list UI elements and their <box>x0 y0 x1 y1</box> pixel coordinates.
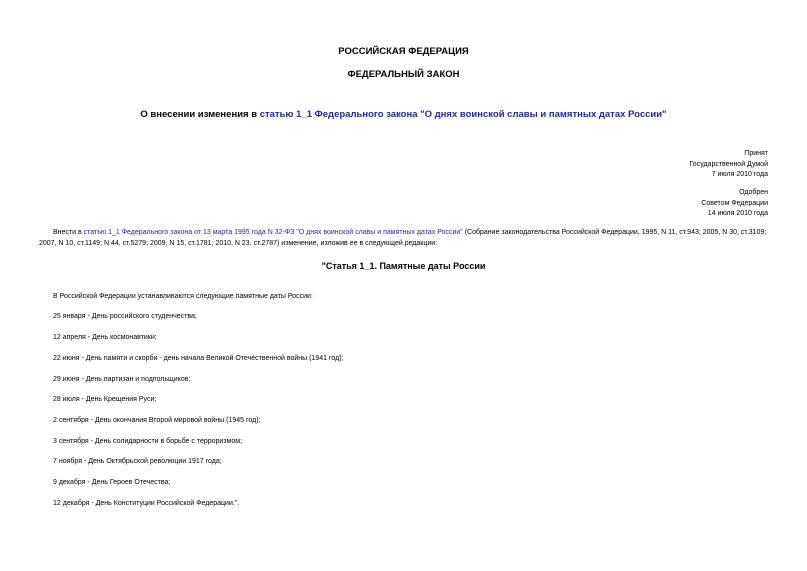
intro-link[interactable]: статью 1_1 Федерального закона от 13 марта 1995 года N 32-ФЗ "О днях воинской славы и памятных датах России" <box>83 229 463 236</box>
article-heading: "Статья 1_1. Памятные даты России <box>321 261 486 271</box>
accepted-by: Государственной Думой <box>689 160 768 168</box>
approved-date: 14 июля 2010 года <box>707 210 768 217</box>
document-type-heading: ФЕДЕРАЛЬНЫЙ ЗАКОН <box>347 69 460 80</box>
accepted-date: 7 июля 2010 года <box>711 171 768 178</box>
approval-block <box>701 188 768 220</box>
law-title <box>0 109 807 120</box>
country-heading: РОССИЙСКАЯ ФЕДЕРАЦИЯ <box>338 46 469 57</box>
list-item: 9 декабря - День Героев Отечества; <box>53 479 171 486</box>
adoption-block <box>689 149 768 181</box>
list-item: 29 июня - День партизан и подпольщиков; <box>53 376 191 383</box>
law-title-prefix: О внесении изменения в <box>140 109 260 120</box>
list-item: 3 сентября - День солидарности в борьбе с терроризмом; <box>53 438 243 445</box>
list-item: 22 июня - День памяти и скорби - день начала Великой Отечественной войны (1941 год); <box>53 355 344 362</box>
list-item: 12 апреля - День космонавтики; <box>53 334 157 341</box>
accepted-label: Принят <box>744 150 768 157</box>
article-lead: В Российской Федерации устанавливаются следующие памятные даты России: <box>53 293 313 300</box>
approved-by: Советом Федерации <box>701 199 768 207</box>
law-title-link[interactable]: статью 1_1 Федерального закона "О днях воинской славы и памятных датах России" <box>259 109 667 120</box>
approved-label: Одобрен <box>739 189 768 196</box>
list-item: 28 июля - День Крещения Руси; <box>53 396 157 403</box>
list-item: 12 декабря - День Конституции Российской Федерации.". <box>53 500 240 507</box>
list-item: 7 ноября - День Октябрьской революции 1917 года; <box>53 458 222 465</box>
intro-paragraph <box>39 227 770 249</box>
list-item: 25 января - День российского студенчества; <box>53 313 197 320</box>
intro-suffix: (Собрание законодательства Российской Федерации, 1995, N 11, ст.943; 2005, N 30, ст.3109; 2007, N 10, ст.1149; N 44, ст.5279; 2009, N 15, ст.1781; 2010, N 23, ст.2787) изменение, изложив ее в следующей редакции: <box>39 229 767 247</box>
list-item: 2 сентября - День окончания Второй мировой войны (1945 год); <box>53 417 261 424</box>
intro-prefix: Внести в <box>53 229 84 236</box>
